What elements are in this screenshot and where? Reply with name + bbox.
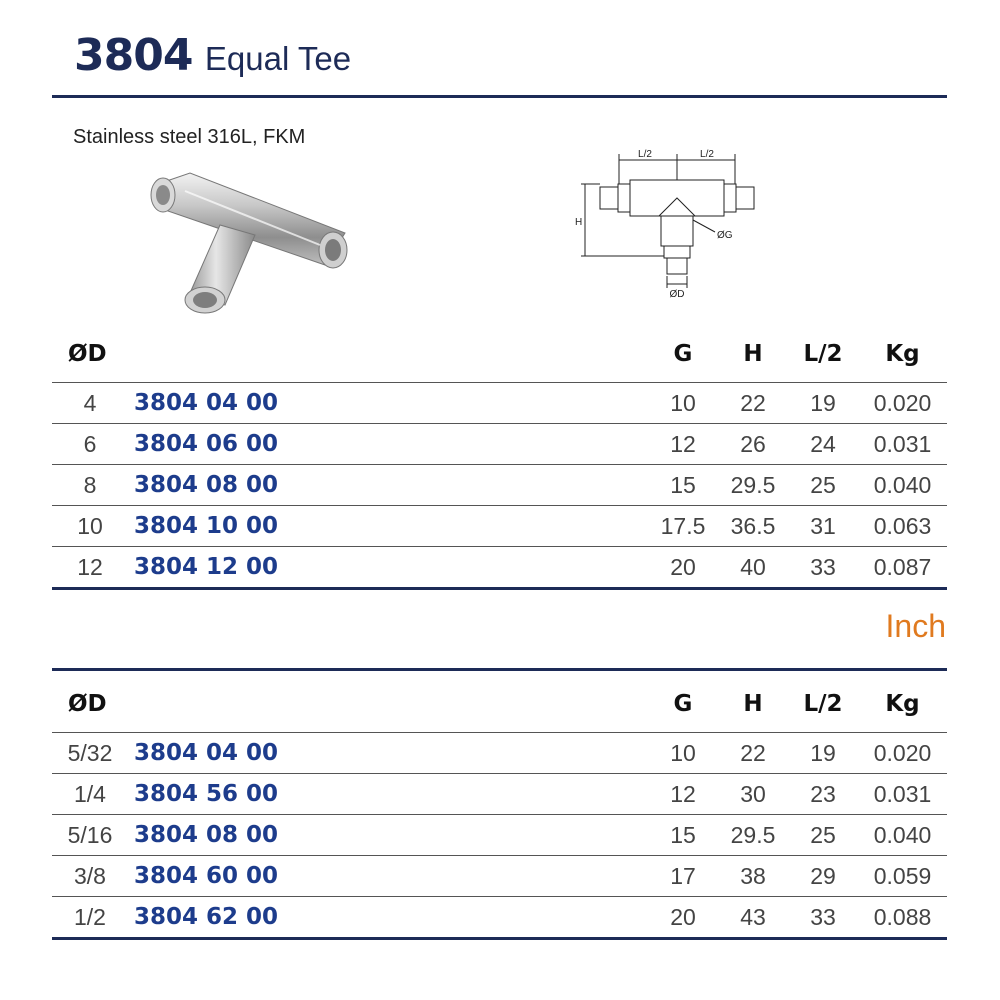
cell-kg: 0.063	[858, 506, 947, 547]
cell-kg: 0.059	[858, 856, 947, 897]
product-code: 3804	[74, 30, 193, 81]
cell-g: 15	[648, 465, 718, 506]
cell-ref: 3804 56 00	[128, 774, 648, 815]
cell-h: 26	[718, 424, 788, 465]
material-text: Stainless steel 316L, FKM	[73, 126, 306, 148]
cell-ref: 3804 08 00	[128, 465, 648, 506]
cell-h: 38	[718, 856, 788, 897]
dim-l2-left: L/2	[638, 149, 652, 160]
cell-ref: 3804 12 00	[128, 547, 648, 589]
cell-l2: 25	[788, 815, 858, 856]
cell-l2: 25	[788, 465, 858, 506]
cell-kg: 0.031	[858, 424, 947, 465]
cell-ref: 3804 06 00	[128, 424, 648, 465]
header-h: H	[743, 341, 763, 367]
table-header	[52, 326, 947, 383]
cell-l2: 19	[788, 733, 858, 774]
header-od: ØD	[68, 341, 107, 367]
cell-g: 12	[648, 774, 718, 815]
cell-l2: 33	[788, 897, 858, 939]
cell-kg: 0.040	[858, 465, 947, 506]
cell-h: 22	[718, 733, 788, 774]
cell-od: 12	[52, 547, 128, 589]
technical-drawing	[575, 140, 780, 300]
dim-h: H	[575, 217, 583, 228]
cell-h: 29.5	[718, 465, 788, 506]
cell-kg: 0.020	[858, 383, 947, 424]
cell-od: 8	[52, 465, 128, 506]
header-kg: Kg	[885, 341, 920, 367]
inch-section-label: Inch	[885, 608, 946, 644]
cell-l2: 33	[788, 547, 858, 589]
table-row	[52, 856, 947, 897]
cell-od: 5/16	[52, 815, 128, 856]
cell-g: 17	[648, 856, 718, 897]
table-row	[52, 424, 947, 465]
cell-l2: 23	[788, 774, 858, 815]
cell-od: 3/8	[52, 856, 128, 897]
cell-od: 5/32	[52, 733, 128, 774]
table-header	[52, 676, 947, 733]
dim-d: ØD	[669, 289, 685, 300]
cell-g: 10	[648, 733, 718, 774]
cell-kg: 0.088	[858, 897, 947, 939]
cell-g: 17.5	[648, 506, 718, 547]
inch-divider	[52, 668, 947, 671]
cell-kg: 0.087	[858, 547, 947, 589]
dim-l2-right: L/2	[700, 149, 714, 160]
header-l2: L/2	[803, 691, 843, 717]
cell-od: 10	[52, 506, 128, 547]
header-g: G	[673, 691, 693, 717]
cell-g: 15	[648, 815, 718, 856]
cell-h: 40	[718, 547, 788, 589]
cell-h: 43	[718, 897, 788, 939]
header-g: G	[673, 341, 693, 367]
cell-od: 6	[52, 424, 128, 465]
cell-g: 20	[648, 897, 718, 939]
cell-ref: 3804 62 00	[128, 897, 648, 939]
cell-l2: 31	[788, 506, 858, 547]
cell-kg: 0.040	[858, 815, 947, 856]
dim-g: ØG	[717, 230, 733, 241]
cell-l2: 24	[788, 424, 858, 465]
table-row	[52, 547, 947, 589]
table-row	[52, 506, 947, 547]
cell-l2: 29	[788, 856, 858, 897]
header-od: ØD	[68, 691, 107, 717]
table-row	[52, 774, 947, 815]
product-name: Equal Tee	[204, 40, 352, 77]
cell-od: 1/2	[52, 897, 128, 939]
cell-ref: 3804 60 00	[128, 856, 648, 897]
header-kg: Kg	[885, 691, 920, 717]
cell-h: 36.5	[718, 506, 788, 547]
table-row	[52, 383, 947, 424]
table-row	[52, 465, 947, 506]
metric-table	[52, 326, 947, 590]
cell-od: 4	[52, 383, 128, 424]
cell-od: 1/4	[52, 774, 128, 815]
header-h: H	[743, 691, 763, 717]
header-ref	[128, 326, 648, 383]
cell-ref: 3804 08 00	[128, 815, 648, 856]
cell-h: 30	[718, 774, 788, 815]
product-photo	[145, 155, 355, 320]
cell-h: 22	[718, 383, 788, 424]
header-ref	[128, 676, 648, 733]
cell-g: 20	[648, 547, 718, 589]
table-row	[52, 733, 947, 774]
cell-ref: 3804 04 00	[128, 733, 648, 774]
inch-table	[52, 676, 947, 940]
cell-kg: 0.020	[858, 733, 947, 774]
header-l2: L/2	[803, 341, 843, 367]
cell-kg: 0.031	[858, 774, 947, 815]
table-row	[52, 815, 947, 856]
cell-h: 29.5	[718, 815, 788, 856]
cell-l2: 19	[788, 383, 858, 424]
cell-g: 10	[648, 383, 718, 424]
cell-g: 12	[648, 424, 718, 465]
cell-ref: 3804 10 00	[128, 506, 648, 547]
title-divider	[52, 95, 947, 98]
cell-ref: 3804 04 00	[128, 383, 648, 424]
table-row	[52, 897, 947, 939]
page-title	[74, 30, 351, 90]
